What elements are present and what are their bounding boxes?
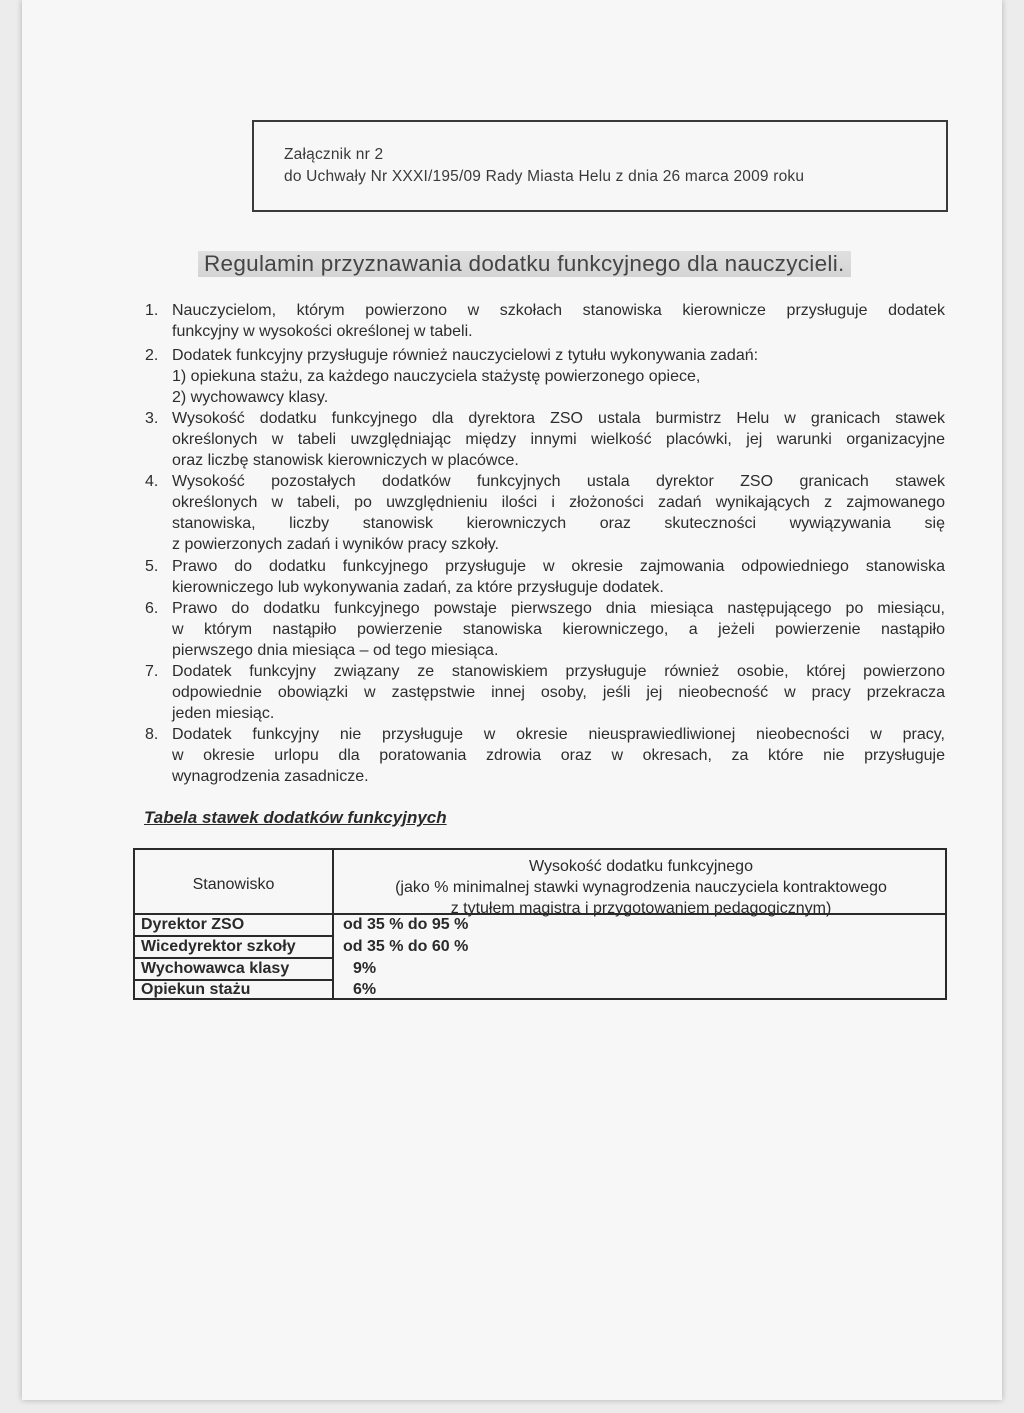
item-text-line: stanowiska, liczby stanowisk kierowniczych oraz skuteczności wywiązywania się	[172, 515, 945, 532]
item-text-line: 1) opiekuna stażu, za każdego nauczyciela stażystę powierzonego opiece,	[172, 368, 701, 385]
column-header-line: z tytułem magistra i przygotowaniem pedagogicznym)	[450, 900, 832, 917]
resolution-reference: do Uchwały Nr XXXI/195/09 Rady Miasta Helu z dnia 26 marca 2009 roku	[284, 168, 805, 185]
item-number: 7.	[145, 663, 159, 680]
column-header-line: (jako % minimalnej stawki wynagrodzenia nauczyciela kontraktowego	[395, 879, 887, 896]
item-number: 6.	[145, 600, 159, 617]
table-cell-position: Wychowawca klasy	[141, 960, 290, 977]
item-text-line: określonych w tabeli, po uwzględnieniu ilości i złożoności zadań wynikających z zajmowanego	[172, 494, 945, 511]
table-row-divider	[135, 957, 332, 959]
item-text-line: w którym nastąpiło powierzenie stanowiska kierowniczego, a jeżeli powierzenie nastąpiło	[172, 621, 945, 638]
column-header-line: Wysokość dodatku funkcyjnego	[529, 858, 753, 875]
table-cell-position: Wicedyrektor szkoły	[141, 938, 296, 955]
item-number: 4.	[145, 473, 159, 490]
table-cell-value: od 35 % do 60 %	[343, 938, 469, 955]
item-text-line: Dodatek funkcyjny nie przysługuje w okresie nieusprawiedliwionej nieobecności w pracy,	[172, 726, 945, 743]
item-text-line: funkcyjny w wysokości określonej w tabeli.	[172, 323, 473, 340]
item-text-line: wynagrodzenia zasadnicze.	[172, 768, 369, 785]
table-row-divider	[135, 935, 332, 937]
rates-table	[133, 848, 947, 1000]
item-text-line: oraz liczbę stanowisk kierowniczych w placówce.	[172, 452, 519, 469]
document-title: Regulamin przyznawania dodatku funkcyjnego dla nauczycieli.	[198, 251, 851, 277]
item-text-line: określonych w tabeli uwzględniając między innymi wielkość placówki, jej warunki organizacyjne	[172, 431, 945, 448]
table-cell-position: Opiekun stażu	[141, 981, 251, 998]
item-number: 1.	[145, 302, 159, 319]
item-number: 5.	[145, 558, 159, 575]
item-text-line: w okresie urlopu dla poratowania zdrowia oraz w okresach, za które nie przysługuje	[172, 747, 945, 764]
table-cell-value: 9%	[353, 960, 377, 977]
attachment-number: Załącznik nr 2	[284, 146, 384, 163]
column-header-amount	[335, 856, 947, 919]
item-text-line: jeden miesiąc.	[172, 705, 275, 722]
item-text-line: Nauczycielom, którym powierzono w szkołach stanowiska kierownicze przysługuje dodatek	[172, 302, 945, 319]
attachment-header-box	[252, 120, 948, 212]
item-number: 2.	[145, 347, 159, 364]
column-header-position: Stanowisko	[192, 876, 275, 893]
item-text-line: Dodatek funkcyjny związany ze stanowiskiem przysługuje również osobie, której powierzono	[172, 663, 945, 680]
item-text-line: Wysokość dodatku funkcyjnego dla dyrektora ZSO ustala burmistrz Helu w granicach stawek	[172, 410, 945, 427]
item-number: 8.	[145, 726, 159, 743]
item-text-line: Prawo do dodatku funkcyjnego powstaje pierwszego dnia miesiąca następującego po miesiącu,	[172, 600, 945, 617]
item-text-line: kierowniczego lub wykonywania zadań, za które przysługuje dodatek.	[172, 579, 664, 596]
item-text-line: z powierzonych zadań i wyników pracy szkoły.	[172, 536, 499, 553]
table-column-divider	[332, 850, 334, 998]
table-cell-value: 6%	[353, 981, 377, 998]
item-text-line: odpowiednie obowiązki w zastępstwie innej osoby, jeśli jej nieobecność w pracy przekracza	[172, 684, 945, 701]
item-number: 3.	[145, 410, 159, 427]
item-text-line: Wysokość pozostałych dodatków funkcyjnych ustala dyrektor ZSO granicach stawek	[172, 473, 945, 490]
item-text-line: Prawo do dodatku funkcyjnego przysługuje w okresie zajmowania odpowiedniego stanowiska	[172, 558, 945, 575]
table-cell-value: od 35 % do 95 %	[343, 916, 469, 933]
table-cell-position: Dyrektor ZSO	[141, 916, 245, 933]
table-title: Tabela stawek dodatków funkcyjnych	[144, 808, 447, 827]
item-text-line: pierwszego dnia miesiąca – od tego miesiąca.	[172, 642, 499, 659]
item-text-line: 2) wychowawcy klasy.	[172, 389, 329, 406]
item-text-line: Dodatek funkcyjny przysługuje również nauczycielowi z tytułu wykonywania zadań:	[172, 347, 759, 364]
